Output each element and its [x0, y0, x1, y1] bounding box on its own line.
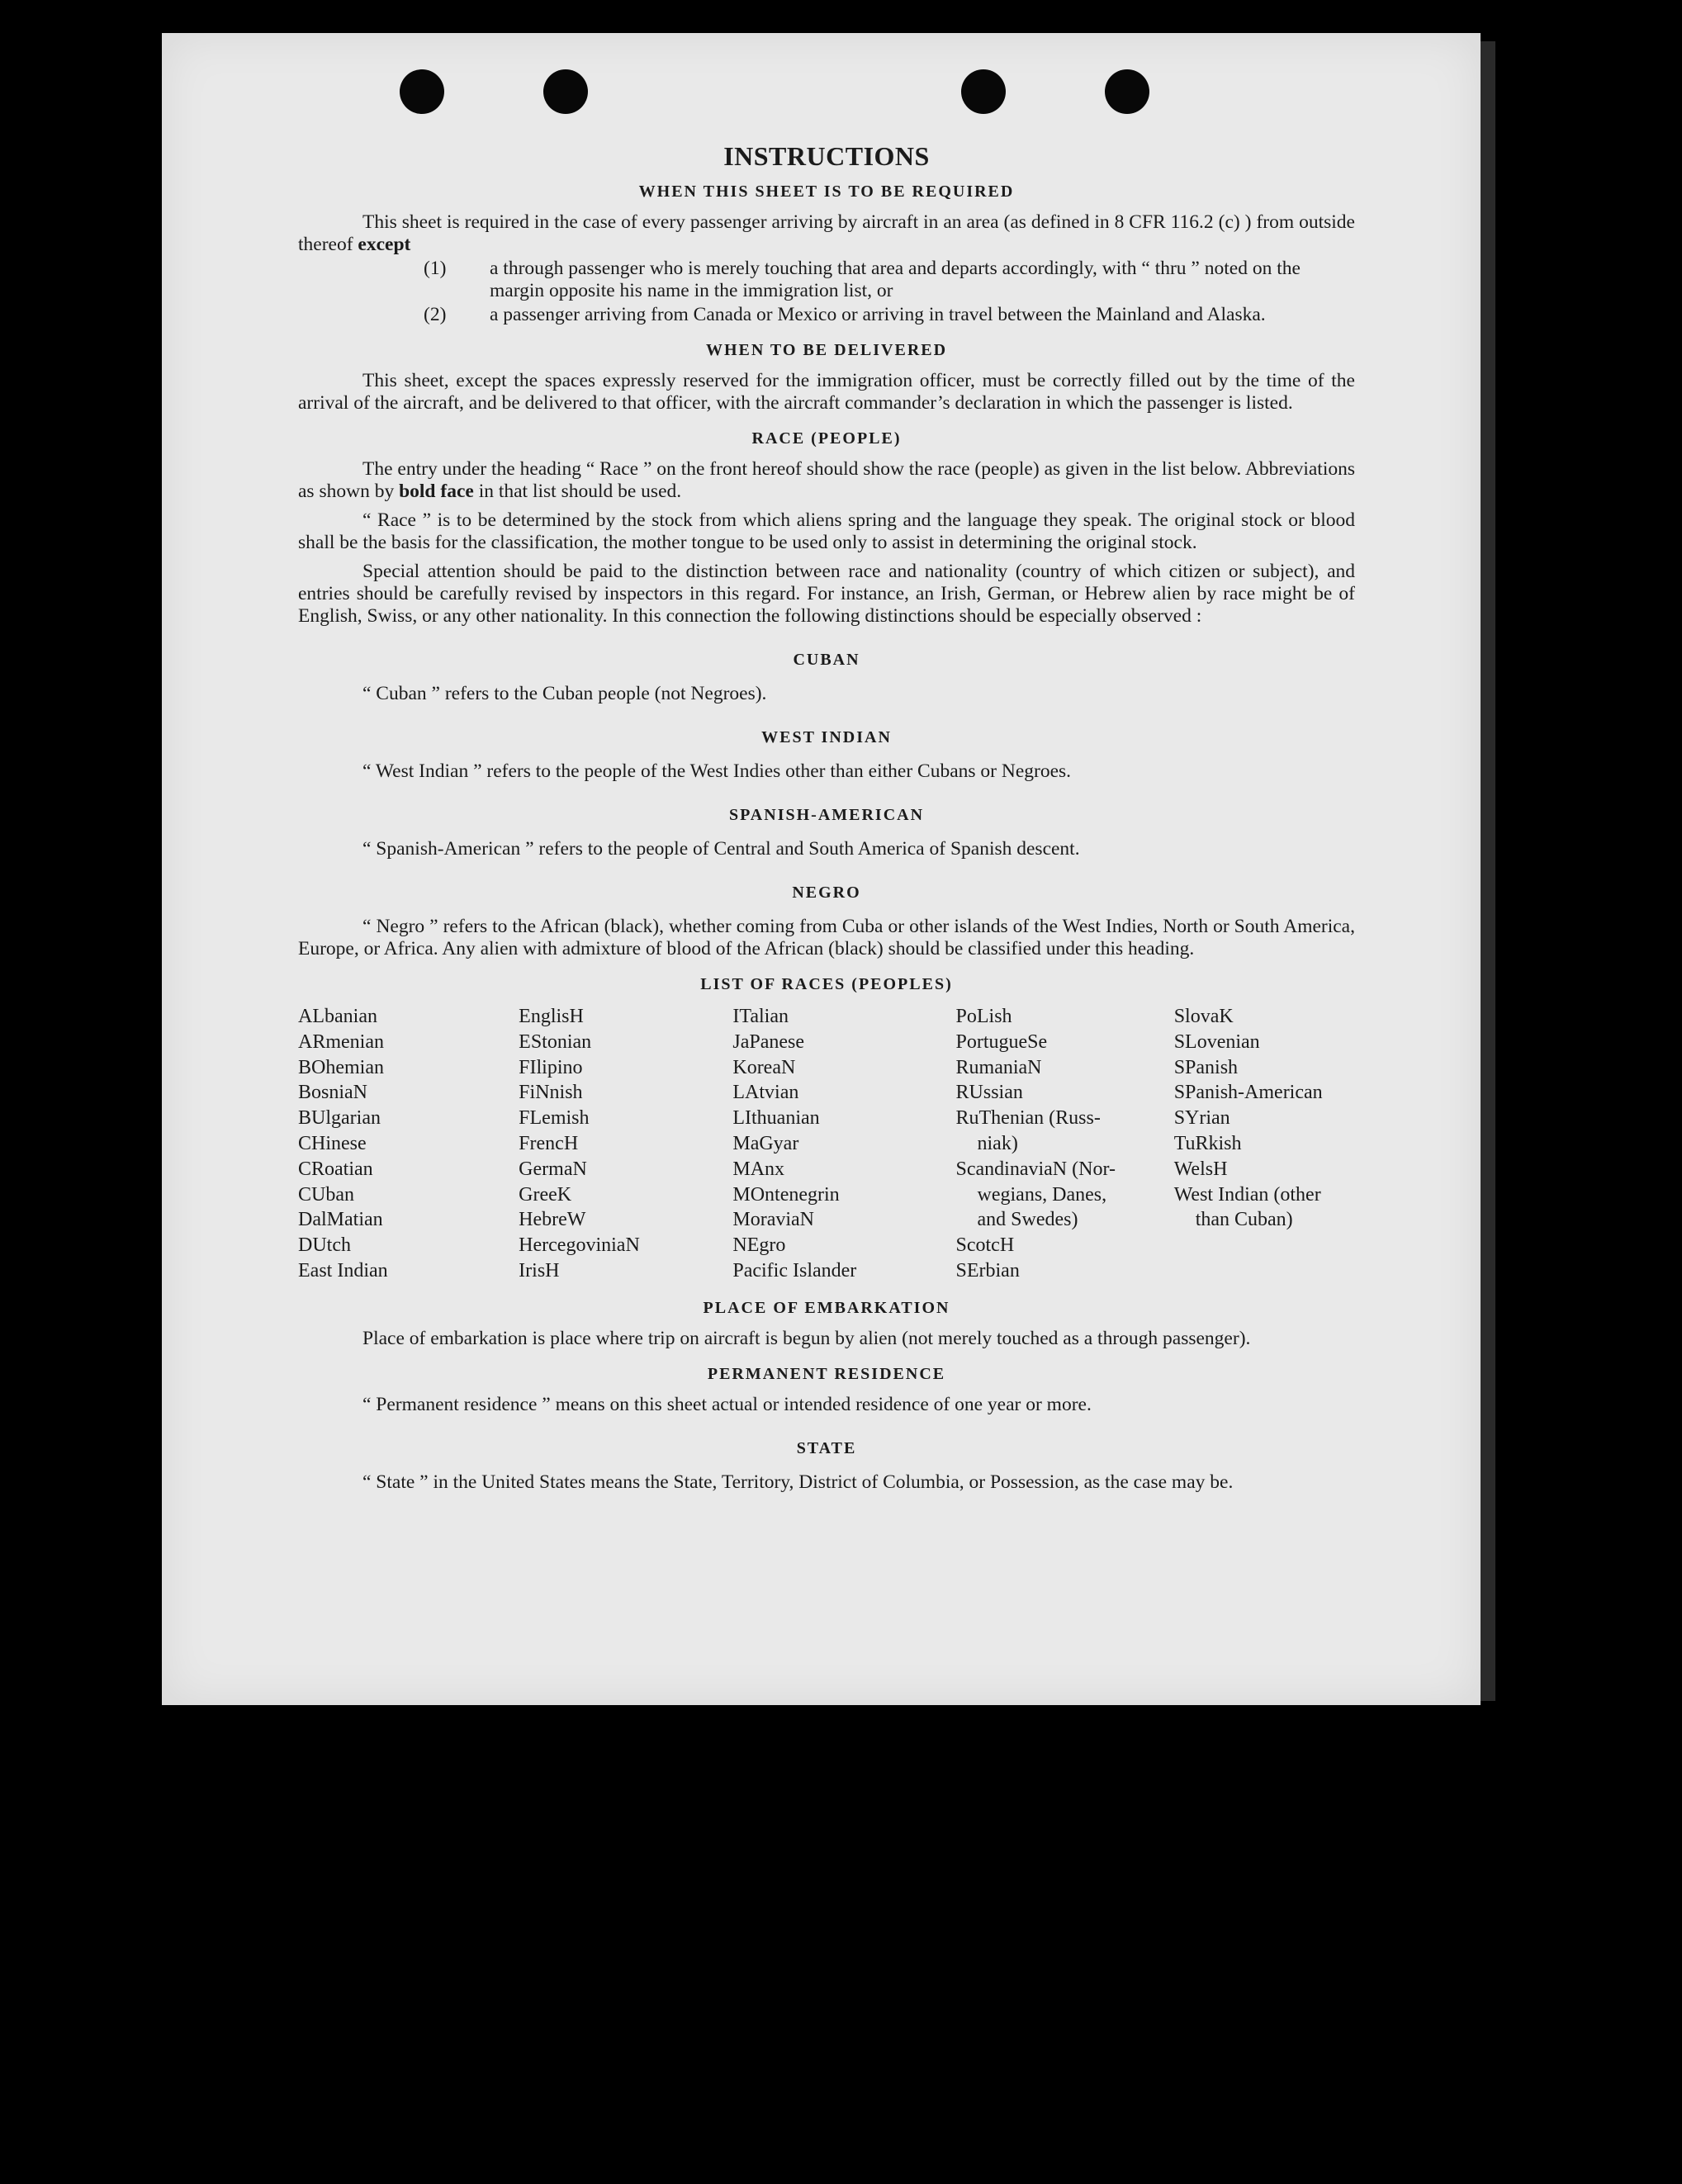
heading-permanent-residence: PERMANENT RESIDENCE: [707, 1364, 946, 1383]
race-entry: RUssian: [955, 1082, 1023, 1104]
race-entry: CUban: [298, 1183, 354, 1206]
race-entry: LIthuanian: [732, 1107, 820, 1130]
race-column-3: [732, 1004, 955, 1284]
race-column-4: [956, 1004, 1174, 1284]
list-item-1: (1) a through passenger who is merely touching that area and departs accordingly, with “ thru ” noted on the margin opposite his name in the immigration list, or: [424, 258, 1301, 301]
race-column-2: [519, 1004, 732, 1284]
race-entry: NEgro: [732, 1234, 786, 1257]
page-title: INSTRUCTIONS: [723, 141, 930, 171]
punch-hole: [400, 69, 444, 114]
paragraph-delivered: This sheet, except the spaces expressly reserved for the immigration officer, must be correctly filled out by the time of the arrival of the aircraft, and be delivered to that officer, with the aircraft commander’s declaration in which the passenger is listed.: [298, 370, 1355, 414]
paragraph-race-2: “ Race ” is to be determined by the stock from which aliens spring and the language they speak. The original stock or blood shall be the basis for the classification, the mother tongue to be used only to assist in determining the original stock.: [298, 509, 1355, 553]
race-entry: EnglisH: [519, 1006, 584, 1027]
race-entry: niak): [977, 1132, 1018, 1154]
paragraph-race-1: The entry under the heading “ Race ” on the front hereof should show the race (people) as given in the list below. Abbreviations as shown by bold face in that list should be used.: [298, 458, 1355, 502]
race-entry: East Indian: [298, 1259, 388, 1282]
race-entry: SPanish-American: [1173, 1082, 1323, 1104]
list-item-2: (2) a passenger arriving from Canada or Mexico or arriving in travel between the Mainland and Alaska.: [424, 304, 1266, 325]
heading-spanish-american: SPANISH-AMERICAN: [728, 806, 925, 824]
race-entry: HebreW: [519, 1209, 586, 1231]
heading-when-required: WHEN THIS SHEET IS TO BE REQUIRED: [638, 182, 1015, 201]
race-entry: BosniaN: [298, 1082, 367, 1104]
race-entry: FrencH: [519, 1132, 579, 1154]
race-entry: ScandinaviaN (Nor-: [955, 1158, 1116, 1180]
race-entry: than Cuban): [1195, 1209, 1293, 1231]
race-list: [298, 1004, 1355, 1284]
race-entry: JaPanese: [732, 1030, 804, 1053]
punch-hole: [543, 69, 588, 114]
race-entry: and Swedes): [977, 1209, 1078, 1231]
punch-hole: [961, 69, 1006, 114]
race-entry: CHinese: [298, 1132, 367, 1154]
heading-cuban: CUBAN: [793, 651, 860, 669]
race-entry: SLovenian: [1173, 1030, 1260, 1053]
paragraph-spanish-american: “ Spanish-American ” refers to the people of Central and South America of Spanish descent.: [362, 838, 1080, 860]
heading-state: STATE: [796, 1438, 857, 1457]
race-entry: West Indian (other: [1173, 1183, 1321, 1206]
race-entry: DalMatian: [298, 1209, 383, 1231]
punch-hole: [1105, 69, 1149, 114]
race-entry: wegians, Danes,: [977, 1183, 1107, 1206]
race-entry: MaGyar: [732, 1132, 799, 1154]
race-entry: SYrian: [1173, 1107, 1230, 1130]
sheet-edge-shadow: [1481, 41, 1495, 1701]
race-entry: WelsH: [1173, 1158, 1228, 1180]
race-entry: RumaniaN: [955, 1056, 1042, 1078]
race-entry: DUtch: [298, 1234, 351, 1257]
race-entry: FiNnish: [519, 1082, 583, 1104]
paragraph-race-3: Special attention should be paid to the distinction between race and nationality (country of which citizen or subject), and entries should be carefully revised by inspectors in this regard. For instance, an Irish, German, or Hebrew alien by race might be of English, Swiss, or any other nationality. In this connection the following distinctions should be especially observed :: [298, 561, 1355, 627]
race-entry: GermaN: [519, 1158, 587, 1180]
race-entry: SlovaK: [1173, 1006, 1234, 1027]
paragraph-embarkation: Place of embarkation is place where trip on aircraft is begun by alien (not merely touched as a through passenger).: [362, 1327, 1251, 1349]
race-entry: ARmenian: [298, 1030, 384, 1053]
race-entry: SPanish: [1173, 1056, 1239, 1078]
paragraph-residence: “ Permanent residence ” means on this sheet actual or intended residence of one year or more.: [362, 1393, 1092, 1415]
document-sheet: [162, 33, 1481, 1705]
heading-west-indian: WEST INDIAN: [761, 728, 892, 746]
race-entry: ScotcH: [955, 1234, 1015, 1257]
instructions-content: [298, 141, 1355, 1494]
heading-when-delivered: WHEN TO BE DELIVERED: [705, 341, 948, 359]
race-entry: FLemish: [519, 1107, 590, 1130]
paragraph-state: “ State ” in the United States means the State, Territory, District of Columbia, or Possession, as the case may be.: [362, 1471, 1234, 1493]
race-entry: KoreaN: [732, 1056, 796, 1078]
race-entry: BOhemian: [298, 1056, 384, 1078]
race-entry: CRoatian: [298, 1158, 373, 1180]
race-entry: TuRkish: [1173, 1132, 1242, 1154]
race-entry: GreeK: [519, 1183, 572, 1206]
paragraph-negro: “ Negro ” refers to the African (black), whether coming from Cuba or other islands of the West Indies, North or South America, Europe, or Africa. Any alien with admixture of blood of the African (black) should be classified under this heading.: [298, 916, 1355, 959]
race-entry: LAtvian: [732, 1082, 799, 1104]
race-entry: RuThenian (Russ-: [955, 1107, 1101, 1130]
race-entry: FIlipino: [519, 1056, 583, 1078]
race-entry: Pacific Islander: [732, 1259, 857, 1282]
race-entry: PortugueSe: [955, 1030, 1048, 1053]
paragraph-west-indian: “ West Indian ” refers to the people of the West Indies other than either Cubans or Negroes.: [362, 760, 1072, 782]
race-entry: ITalian: [732, 1006, 789, 1027]
race-entry: SErbian: [955, 1259, 1020, 1282]
race-column-1: [298, 1004, 519, 1284]
race-entry: ALbanian: [298, 1006, 377, 1027]
paragraph-required: This sheet is required in the case of every passenger arriving by aircraft in an area (as defined in 8 CFR 116.2 (c) ) from outside thereof except: [298, 211, 1355, 255]
race-entry: HercegoviniaN: [519, 1234, 640, 1257]
race-entry: MoraviaN: [732, 1209, 814, 1231]
heading-negro: NEGRO: [792, 884, 861, 902]
race-column-5: [1174, 1004, 1355, 1284]
heading-race: RACE (PEOPLE): [751, 429, 902, 448]
heading-place-of-embarkation: PLACE OF EMBARKATION: [703, 1298, 950, 1317]
heading-list-of-races: LIST OF RACES (PEOPLES): [700, 975, 953, 993]
paragraph-cuban: “ Cuban ” refers to the Cuban people (not Negroes).: [362, 683, 767, 704]
race-entry: EStonian: [519, 1030, 592, 1053]
race-entry: MOntenegrin: [732, 1183, 840, 1206]
race-entry: BUlgarian: [298, 1107, 381, 1130]
race-entry: IrisH: [519, 1259, 560, 1282]
race-entry: PoLish: [955, 1006, 1012, 1027]
race-entry: MAnx: [732, 1158, 785, 1180]
